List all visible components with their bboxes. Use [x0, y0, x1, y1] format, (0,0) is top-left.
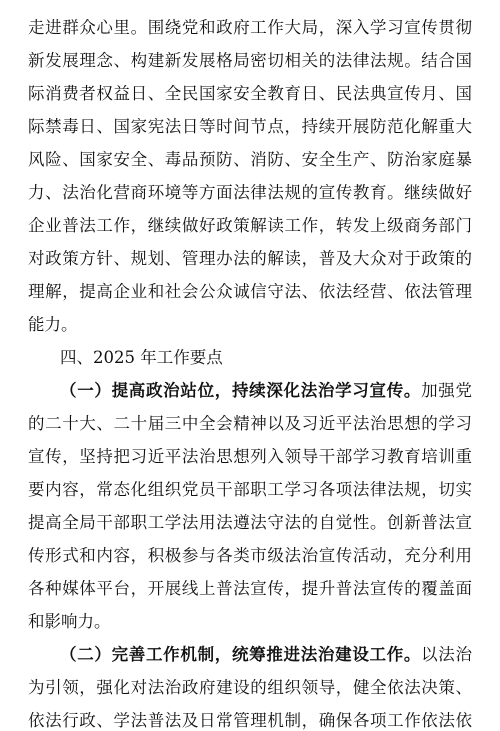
- body-line: 传形式和内容，积极参与各类市级法治宣传活动，充分利用: [28, 546, 472, 565]
- body-line: 的二十大、二十届三中全会精神以及习近平法治思想的学习: [28, 414, 472, 433]
- item1-first-line-rest: 加强党: [421, 381, 472, 400]
- body-line: 对政策方针、规划、管理办法的解读，普及大众对于政策的: [28, 249, 472, 268]
- body-line: 理解，提高企业和社会公众诚信守法、依法经营、依法管理: [28, 282, 472, 301]
- body-line: 要内容，常态化组织党员干部职工学习各项法律法规，切实: [28, 480, 472, 499]
- body-line: 企业普法工作，继续做好政策解读工作，转发上级商务部门: [28, 216, 472, 235]
- body-line: 提高全局干部职工学法用法遵法守法的自觉性。创新普法宣: [28, 513, 472, 532]
- body-line: 宣传，坚持把习近平法治思想列入领导干部学习教育培训重: [28, 447, 472, 466]
- body-line: 各种媒体平台，开展线上普法宣传，提升普法宣传的覆盖面: [28, 579, 472, 598]
- section-heading: 四、2025 年工作要点: [60, 348, 223, 367]
- item2-heading: （二）完善工作机制，统筹推进法治建设工作。: [60, 645, 422, 664]
- item1-heading: （一）提高政治站位，持续深化法治学习宣传。: [60, 381, 422, 400]
- body-line: 能力。: [28, 315, 78, 334]
- body-line: 依法行政、学法普法及日常管理机制，确保各项工作依法依: [28, 711, 472, 730]
- body-line: 和影响力。: [28, 612, 111, 631]
- body-line: 际禁毒日、国家宪法日等时间节点，持续开展防范化解重大: [28, 117, 472, 136]
- item2-first-line-rest: 以法治: [421, 645, 472, 664]
- body-line: 走进群众心里。围绕党和政府工作大局，深入学习宣传贯彻: [28, 18, 472, 37]
- body-line: 际消费者权益日、全民国家安全教育日、民法典宣传月、国: [28, 84, 472, 103]
- body-line: 为引领，强化对法治政府建设的组织领导，健全依法决策、: [28, 678, 472, 697]
- body-line: 新发展理念、构建新发展格局密切相关的法律法规。结合国: [28, 51, 472, 70]
- item1-first-line: [60, 381, 472, 401]
- body-line: 力、法治化营商环境等方面法律法规的宣传教育。继续做好: [28, 183, 472, 202]
- item2-first-line: [60, 645, 472, 665]
- body-line: 风险、国家安全、毒品预防、消防、安全生产、防治家庭暴: [28, 150, 472, 169]
